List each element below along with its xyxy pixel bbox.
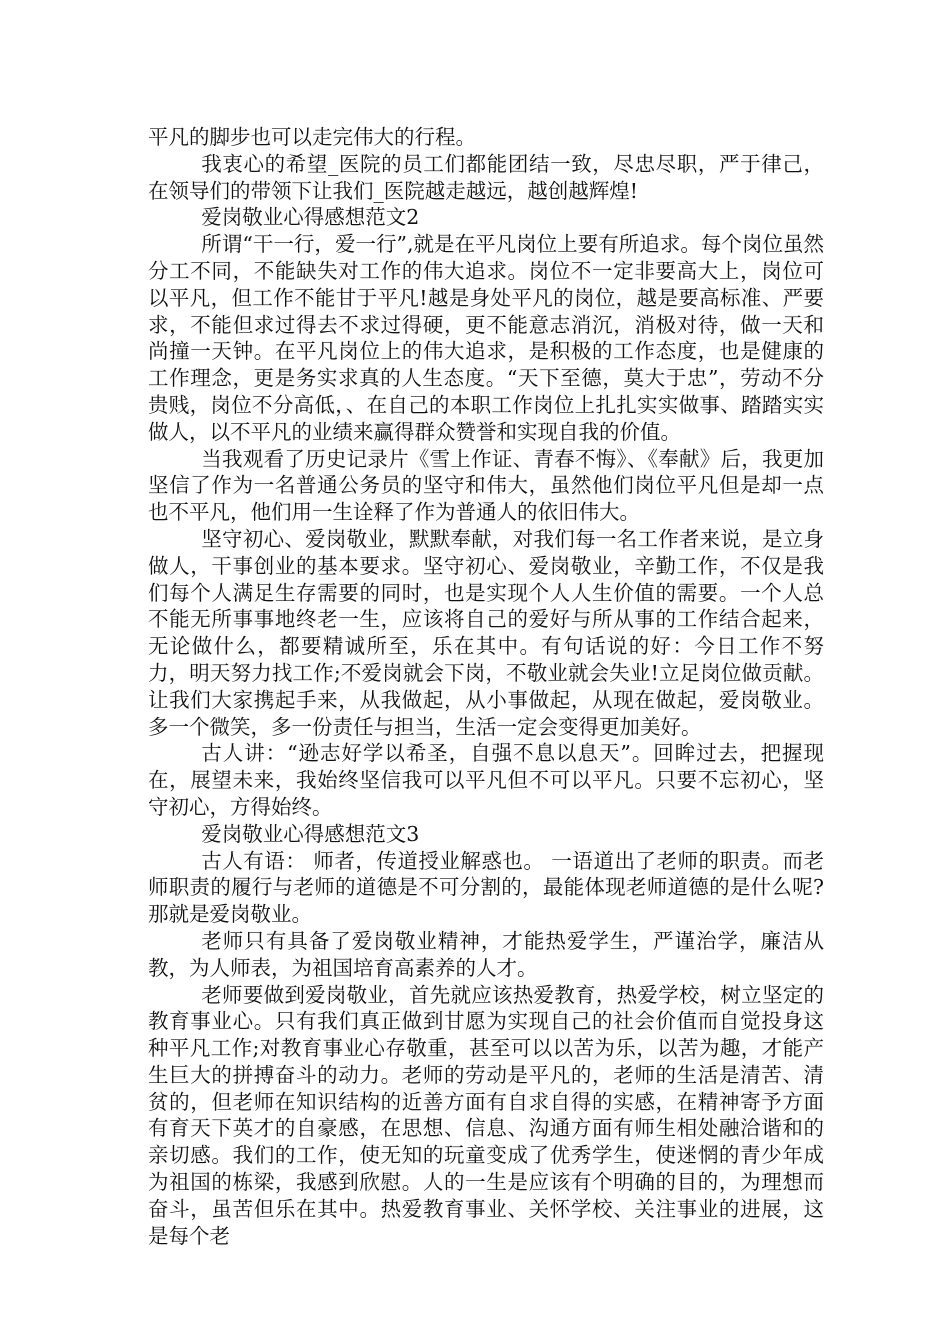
paragraph: 我衷心的希望_医院的员工们都能团结一致，尽忠尽职，严于律己，在领导们的带领下让我们_医院越走越远，越创越辉煌!	[148, 151, 824, 203]
paragraph: 所谓“干一行，爱一行”,就是在平凡岗位上要有所追求。每个岗位虽然分工不同，不能缺失对工作的伟大追求。岗位不一定非要高大上，岗位可以平凡，但工作不能甘于平凡!越是身处平凡的岗位，越是要高标准、严要求，不能但求过得去不求过得硬，更不能意志消沉，消极对待，做一天和尚撞一天钟。在平凡岗位上的伟大追求，是积极的工作态度，也是健康的工作理念，更是务实求真的人生态度。“天下至德，莫大于忠”，劳动不分贵贱，岗位不分高低，、在自己的本职工作岗位上扎扎实实做事、踏踏实实做人，以不平凡的业绩来赢得群众赞誉和实现自我的价值。	[148, 232, 824, 444]
paragraph: 当我观看了历史记录片《雪上作证、青春不悔》、《奉献》后，我更加坚信了作为一名普通公务员的坚守和伟大，虽然他们岗位平凡但是却一点也不平凡，他们用一生诠释了作为普通人的依旧伟大。	[148, 446, 824, 525]
paragraph: 古人讲：“逊志好学以希圣，自强不息以息天”。回眸过去，把握现在，展望未来，我始终坚信我可以平凡但不可以平凡。只要不忘初心，坚守初心，方得始终。	[148, 741, 824, 819]
paragraph: 老师要做到爱岗敬业，首先就应该热爱教育，热爱学校，树立坚定的教育事业心。只有我们真正做到甘愿为实现自己的社会价值而自觉投身这种平凡工作;对教育事业心存敬重，甚至可以以苦为乐，以苦为趣，才能产生巨大的拼搏奋斗的动力。老师的劳动是平凡的，老师的生活是清苦、清贫的，但老师在知识结构的近善方面有自求自得的实感，在精神寄予方面有育天下英才的自豪感，在思想、信息、沟通方面有师生相处融洽谐和的亲切感。我们的工作，使无知的玩童变成了优秀学生，使迷惘的青少年成为祖国的栋梁，我感到欣慰。人的一生是应该有个明确的目的，为理想而奋斗，虽苦但乐在其中。热爱教育事业、关怀学校、关注事业的进展，这是每个老	[148, 982, 824, 1248]
document-body	[148, 124, 824, 1249]
paragraph: 坚守初心、爱岗敬业，默默奉献，对我们每一名工作者来说，是立身做人，干事创业的基本要求。坚守初心、爱岗敬业，辛勤工作，不仅是我们每个人满足生存需要的同时，也是实现个人人生价值的需要。一个人总不能无所事事地终老一生，应该将自己的爱好与所从事的工作结合起来，无论做什么，都要精诚所至，乐在其中。有句话说的好：今日工作不努力，明天努力找工作;不爱岗就会下岗，不敬业就会失业!立足岗位做贡献。让我们大家携起手来，从我做起，从小事做起，从现在做起，爱岗敬业。多一个微笑，多一份责任与担当，生活一定会变得更加美好。	[148, 526, 824, 739]
paragraph: 老师只有具备了爱岗敬业精神，才能热爱学生，严谨治学，廉洁从教，为人师表，为祖国培育高素养的人才。	[148, 928, 824, 980]
paragraph: 平凡的脚步也可以走完伟大的行程。	[148, 125, 476, 149]
section-heading: 爱岗敬业心得感想范文3	[201, 821, 420, 846]
section-heading: 爱岗敬业心得感想范文2	[201, 205, 420, 230]
paragraph: 古人有语： 师者，传道授业解惑也。 一语道出了老师的职责。而老师职责的履行与老师的道德是不可分割的，最能体现老师道德的是什么呢?那就是爱岗敬业。	[148, 848, 824, 927]
